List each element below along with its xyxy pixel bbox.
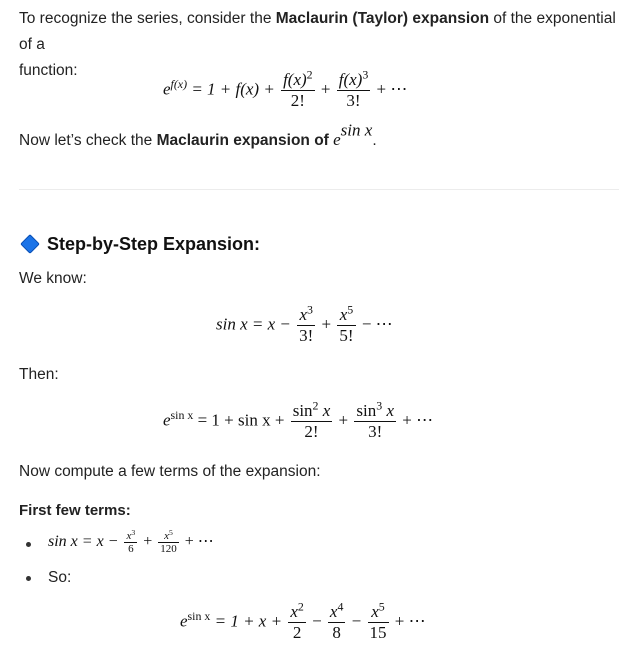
bullet1-plus: + [143, 533, 153, 551]
eq4-frac-1: $\frac{x^2}{2}$ [290, 599, 304, 642]
eq1-plus: + [320, 79, 331, 99]
intro-text-end: of the exponential of a [19, 10, 616, 53]
intro-text: To recognize the series, consider the [19, 10, 276, 27]
then-text: Then: [19, 366, 59, 383]
eq3-frac-2: $\frac{\sin^3 x}{3!}$ [356, 398, 394, 441]
eq1-rhs: = 1 + f(x) + [191, 79, 275, 99]
intro-text-line2: function: [19, 62, 78, 79]
section-heading [19, 231, 260, 257]
eq3-lhs: e [163, 410, 171, 430]
eq2-lhs: sin x = x − [216, 314, 291, 334]
bullet-so-text: So: [48, 569, 72, 586]
bullet-dot [26, 542, 31, 547]
eq2-plus: + [321, 314, 332, 334]
eq2-tail: − ⋯ [361, 314, 393, 334]
check-e: e [333, 130, 341, 149]
eq3-rhs: = 1 + sin x + [197, 410, 285, 430]
check-text: Now let’s check the [19, 132, 157, 149]
check-period: . [372, 132, 377, 149]
equation-exp-sin [163, 398, 434, 442]
check-bold: Maclaurin expansion of [156, 132, 334, 149]
bullet-dot [26, 576, 31, 581]
bullet1-start: sin x = x − [48, 533, 119, 551]
eq1-lhs: e [163, 79, 171, 99]
eq4-minus: − [312, 611, 322, 631]
eq3-lhs-sup: sin x [170, 407, 194, 422]
we-know-text: We know: [19, 270, 87, 287]
compute-text: Now compute a few terms of the expansion: [19, 463, 321, 480]
equation-result [180, 599, 426, 643]
eq2-frac-1: $\frac{x^3}{3!}$ [299, 302, 314, 345]
eq1-tail: + ⋯ [376, 79, 408, 99]
bullet-sin-series [48, 527, 214, 555]
eq1-frac-1: $\frac{f(x)^2}{2!}$ [283, 67, 313, 110]
section-divider [19, 189, 619, 190]
check-paragraph [19, 120, 377, 154]
eq1-frac-2: $\frac{f(x)^3}{3!}$ [338, 67, 369, 110]
intro-bold: Maclaurin (Taylor) expansion [275, 10, 490, 27]
eq4-minus-2: − [351, 611, 362, 631]
eq1-lhs-sup: f(x) [170, 76, 188, 91]
eq3-plus: + [338, 410, 349, 430]
equation-exp-f [163, 67, 408, 111]
eq3-tail: + ⋯ [402, 410, 434, 430]
check-sup: sin x [340, 120, 373, 140]
first-terms-label: First few terms: [19, 502, 131, 519]
eq4-lhs-sup: sin x [187, 608, 211, 623]
eq4-rhs: = 1 + x + [214, 611, 283, 631]
eq2-frac-2: $\frac{x^5}{5!}$ [339, 302, 354, 345]
blue-diamond-icon [20, 234, 40, 254]
eq4-frac-3: $\frac{x^5}{15}$ [369, 599, 387, 642]
bullet1-frac-2: $\frac{x^5}{120}$ [160, 527, 177, 555]
heading-title: Step-by-Step Expansion: [47, 234, 261, 254]
equation-sin [216, 302, 393, 346]
bullet1-frac-1: $\frac{x^3}{6}$ [126, 527, 136, 555]
bullet1-tail: + ⋯ [184, 533, 214, 551]
eq3-frac-1: $\frac{\sin^2 x}{2!}$ [292, 398, 331, 441]
eq4-lhs: e [180, 611, 188, 631]
eq4-frac-2: $\frac{x^4}{8}$ [329, 599, 344, 642]
eq4-tail: + ⋯ [394, 611, 426, 631]
